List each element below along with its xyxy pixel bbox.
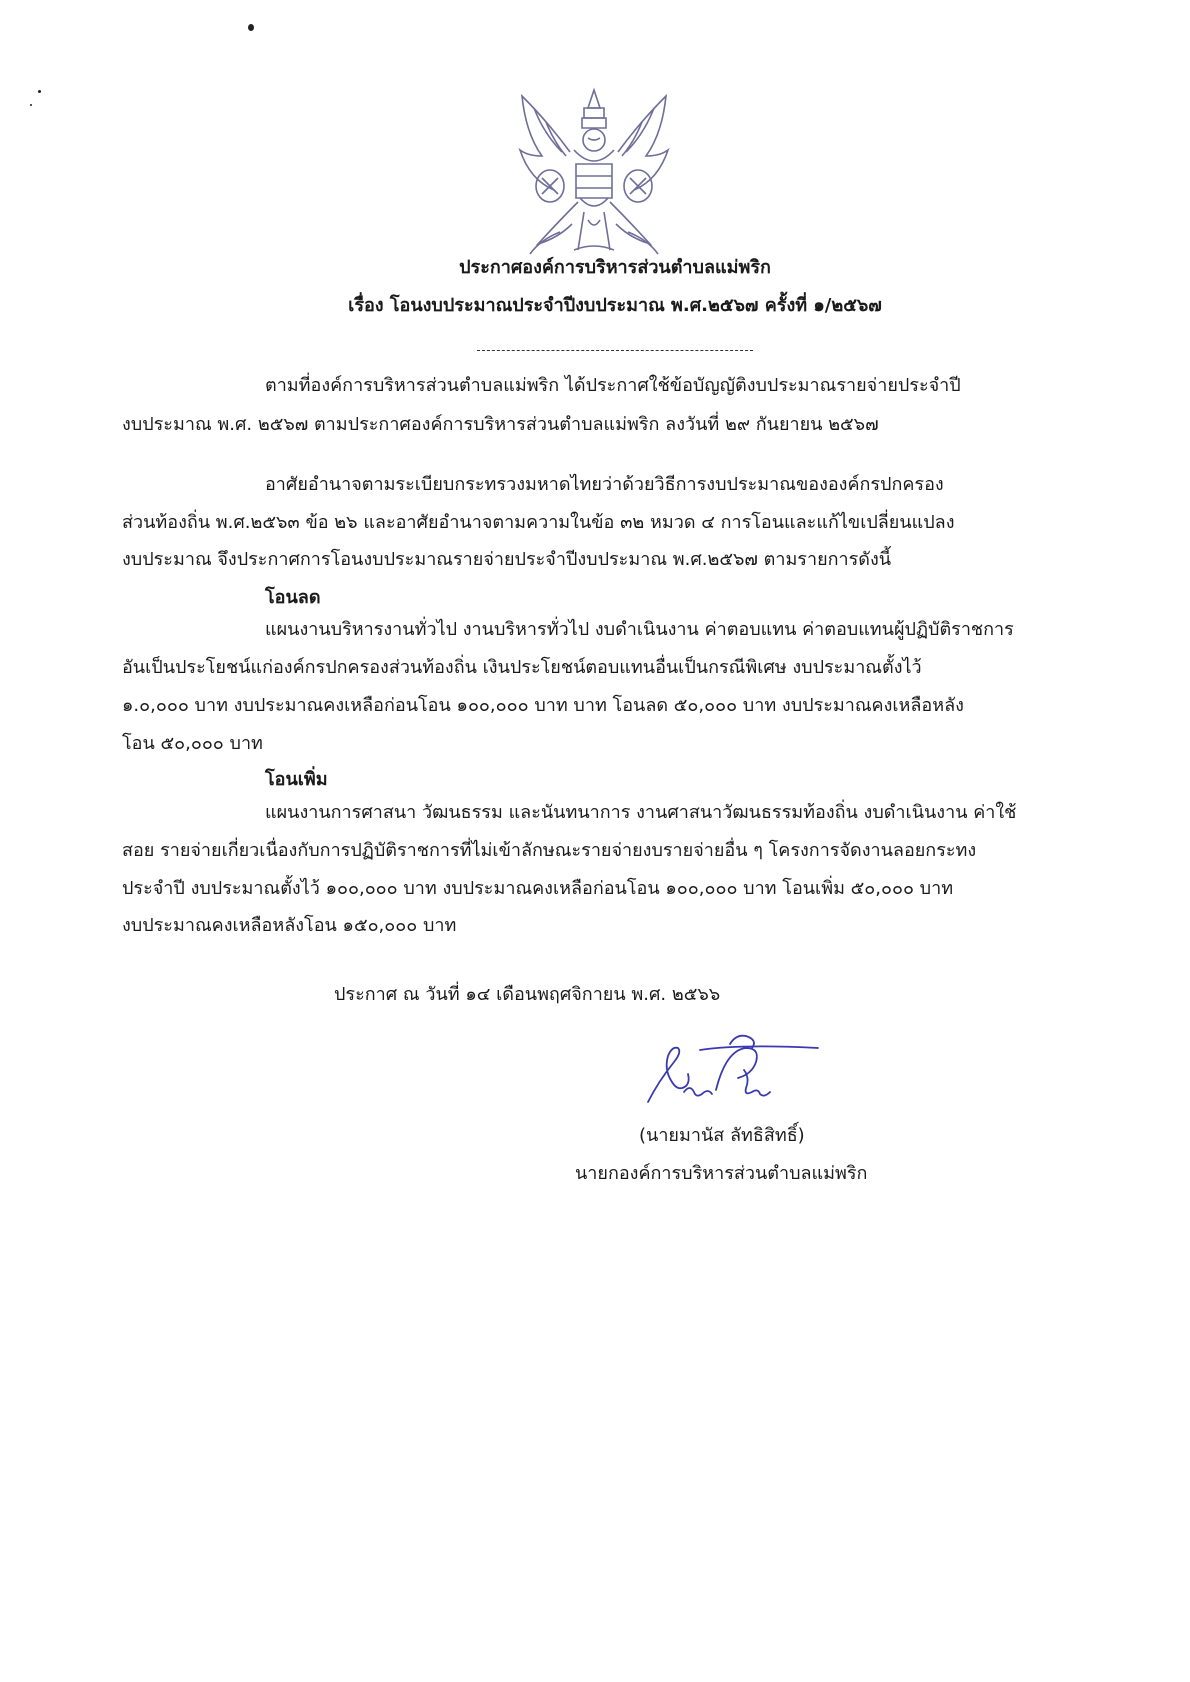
body-line: อันเป็นประโยชน์แก่องค์กรปกครองส่วนท้องถิ่น เงินประโยชน์ตอบแทนอื่นเป็นกรณีพิเศษ งบประมาณตั้งไว้ <box>122 657 922 678</box>
transfer-out-heading: โอนลด <box>265 587 321 608</box>
body-line: แผนงานการศาสนา วัฒนธรรม และนันทนาการ งานศาสนาวัฒนธรรมท้องถิ่น งบดำเนินงาน ค่าใช้ <box>265 802 1017 823</box>
scan-speck <box>38 90 41 93</box>
body-line: งบประมาณ จึงประกาศการโอนงบประมาณรายจ่ายประจำปีงบประมาณ พ.ศ.๒๕๖๗ ตามรายการดังนี้ <box>122 549 892 570</box>
signer-title: นายกองค์การบริหารส่วนตำบลแม่พริก <box>575 1163 868 1184</box>
transfer-in-heading: โอนเพิ่ม <box>265 769 328 790</box>
scan-speck <box>248 24 254 31</box>
body-line: ประจำปี งบประมาณตั้งไว้ ๑๐๐,๐๐๐ บาท งบประมาณคงเหลือก่อนโอน ๑๐๐,๐๐๐ บาท โอนเพิ่ม ๕๐,๐๐๐ บาท <box>122 878 954 899</box>
body-line: ตามที่องค์การบริหารส่วนตำบลแม่พริก ได้ประกาศใช้ข้อบัญญัติงบประมาณรายจ่ายประจำปี <box>265 375 961 396</box>
body-line: สอย รายจ่ายเกี่ยวเนื่องกับการปฏิบัติราชการที่ไม่เข้าลักษณะรายจ่ายงบรายจ่ายอื่น ๆ โครงการจัดงานลอยกระทง <box>122 840 977 861</box>
body-line: งบประมาณ พ.ศ. ๒๕๖๗ ตามประกาศองค์การบริหารส่วนตำบลแม่พริก ลงวันที่ ๒๙ กันยายน ๒๕๖๗ <box>122 414 879 435</box>
handwritten-signature <box>640 1030 825 1110</box>
body-line: โอน ๕๐,๐๐๐ บาท <box>122 733 263 754</box>
announcement-date: ประกาศ ณ วันที่ ๑๔ เดือนพฤศจิกายน พ.ศ. ๒๕๖๖ <box>334 984 721 1005</box>
document-title: ประกาศองค์การบริหารส่วนตำบลแม่พริก <box>459 257 771 278</box>
body-line: แผนงานบริหารงานทั่วไป งานบริหารทั่วไป งบดำเนินงาน ค่าตอบแทน ค่าตอบแทนผู้ปฏิบัติราชการ <box>265 619 1014 640</box>
body-line: ๑.๐,๐๐๐ บาท งบประมาณคงเหลือก่อนโอน ๑๐๐,๐๐๐ บาท บาท โอนลด ๕๐,๐๐๐ บาท งบประมาณคงเหลือหลัง <box>122 695 964 716</box>
body-line: อาศัยอำนาจตามระเบียบกระทรวงมหาดไทยว่าด้วยวิธีการงบประมาณขององค์กรปกครอง <box>265 474 944 495</box>
signer-name: (นายมานัส ลัทธิสิทธิ์) <box>639 1125 805 1146</box>
document-subject: เรื่อง โอนงบประมาณประจำปีงบประมาณ พ.ศ.๒๕๖๗ ครั้งที่ ๑/๒๕๖๗ <box>348 295 882 316</box>
body-line: ส่วนท้องถิ่น พ.ศ.๒๕๖๓ ข้อ ๒๖ และอาศัยอำนาจตามความในข้อ ๓๒ หมวด ๔ การโอนและแก้ไขเปลี่ยนแปลง <box>122 512 955 533</box>
body-line: งบประมาณคงเหลือหลังโอน ๑๕๐,๐๐๐ บาท <box>122 915 457 936</box>
scan-speck <box>30 104 32 106</box>
garuda-emblem-icon <box>504 82 684 260</box>
title-divider <box>477 350 753 351</box>
